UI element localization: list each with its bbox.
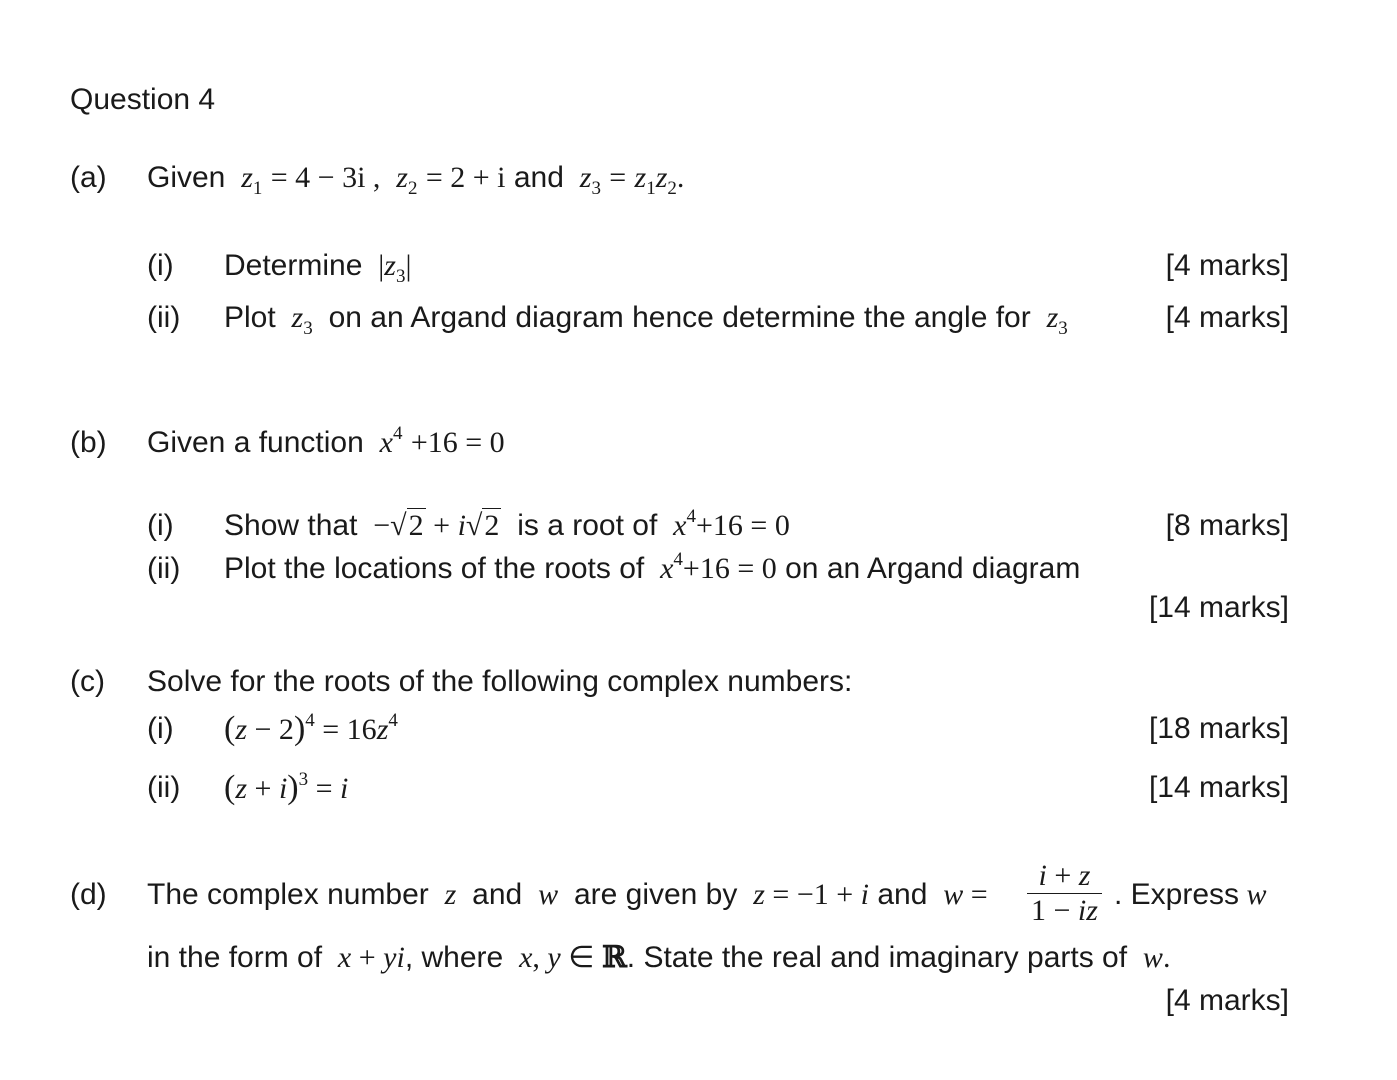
part-d-express: . Express w xyxy=(1114,878,1267,911)
part-a-i-marks: [4 marks] xyxy=(1165,249,1289,282)
part-b-label: (b) xyxy=(70,426,107,459)
part-a-i-text: Determine $|z_3|$ xyxy=(224,249,412,287)
part-c-text: Solve for the roots of the following complex numbers: xyxy=(147,665,853,698)
part-b-i-marks: [8 marks] xyxy=(1165,509,1289,542)
part-b-ii-text: Plot the locations of the roots of $x^4+16 = 0$ on an Argand diagram xyxy=(224,549,1081,585)
part-b-ii-text2: on an Argand diagram xyxy=(785,552,1081,585)
part-a-ii-text: Plot $z_3$ on an Argand diagram hence determine the angle for $z_3$ xyxy=(224,301,1068,339)
part-a-i-label: (i) xyxy=(147,249,174,282)
part-c-ii-equation: $(z + i)^3 = i$ xyxy=(224,769,349,806)
part-a-ii-marks: [4 marks] xyxy=(1165,301,1289,334)
part-b-ii-label: (ii) xyxy=(147,552,181,585)
part-c-i-label: (i) xyxy=(147,712,174,745)
part-d-marks: [4 marks] xyxy=(1165,984,1289,1017)
part-a-i-determine: Determine xyxy=(224,249,363,282)
part-b-i-text: Show that −√2 + i√2 is a root of $x^4+16 = 0$ xyxy=(224,506,790,542)
part-c-i-equation: $(z - 2)^4 = 16z^4$ xyxy=(224,710,398,747)
part-a-label: (a) xyxy=(70,161,107,194)
part-a-ii-text2: on an Argand diagram hence determine the angle for xyxy=(328,301,1031,334)
part-b-equation: +16 = 0 xyxy=(410,426,505,459)
part-a-z1-expr: = 4 − 3i , xyxy=(270,161,381,194)
part-d-label: (d) xyxy=(70,878,107,911)
part-d-fraction: $\frac{i + z}{1 - iz}$ xyxy=(1027,859,1102,928)
part-b-statement: Given a function $x^4 +16 = 0$ xyxy=(147,423,505,459)
part-a-z2-expr: = 2 + i xyxy=(425,161,506,194)
part-a-ii-label: (ii) xyxy=(147,301,181,334)
part-c-ii-label: (ii) xyxy=(147,771,181,804)
part-a-given: Given xyxy=(147,161,226,194)
part-b-i-show: Show that xyxy=(224,509,358,542)
part-b-i-text2: is a root of xyxy=(517,509,658,542)
part-b-ii-plot: Plot the locations of the roots of xyxy=(224,552,645,585)
part-a-z3-expr: = xyxy=(609,161,627,194)
part-b-ii-marks: [14 marks] xyxy=(1148,591,1289,624)
part-a-statement: Given $z_1 = 4 - 3i$ , $z_2 = 2 + i$ and $z_3 = z_1z_2$. xyxy=(147,161,685,199)
part-c-ii-marks: [14 marks] xyxy=(1148,771,1289,804)
part-b-i-label: (i) xyxy=(147,509,174,542)
part-a-ii-plot: Plot xyxy=(224,301,276,334)
part-d-line2: in the form of x + yi, where x, y ∈ ℝ. State the real and imaginary parts of w. xyxy=(147,940,1171,975)
part-c-label: (c) xyxy=(70,665,105,698)
part-d-line1: The complex number z and w are given by z = −1 + i and w = xyxy=(147,878,988,911)
part-c-i-marks: [18 marks] xyxy=(1148,712,1289,745)
part-a-and: and xyxy=(513,161,564,194)
question-title: Question 4 xyxy=(70,83,216,116)
part-b-text: Given a function xyxy=(147,426,364,459)
